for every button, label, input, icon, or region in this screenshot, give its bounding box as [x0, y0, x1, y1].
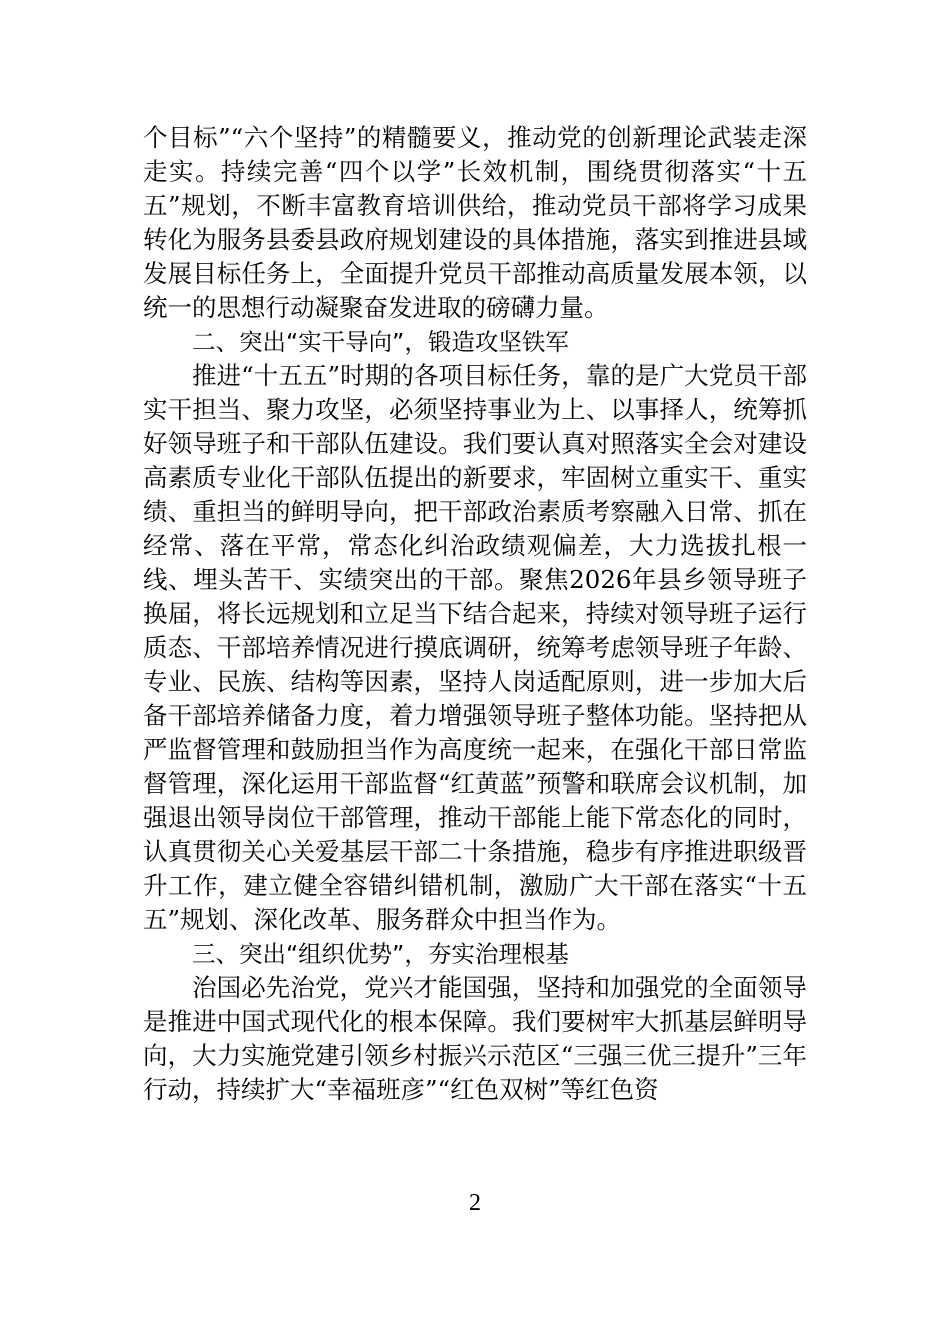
- paragraph-continuation: 个目标”“六个坚持”的精髓要义，推动党的创新理论武装走深走实。持续完善“四个以学”长效机制，围绕贯彻落实“十五五”规划，不断丰富教育培训供给，推动党员干部将学习成果转化为服务县委县政府规划建设的具体措施，落实到推进县域发展目标任务上，全面提升党员干部推动高质量发展本领，以统一的思想行动凝聚奋发进取的磅礴力量。: [143, 123, 807, 322]
- section-heading-3: 三、突出“组织优势”，夯实治理根基: [192, 940, 569, 968]
- page-number: 2: [469, 1190, 481, 1216]
- paragraph-section-3: 治国必先治党，党兴才能国强，坚持和加强党的全面领导是推进中国式现代化的根本保障。我们要树牢大抓基层鲜明导向，大力实施党建引领乡村振兴示范区“三强三优三提升”三年行动，持续扩大“幸福班彦”“红色双树”等红色资: [143, 973, 807, 1104]
- paragraph-section-2: 推进“十五五”时期的各项目标任务，靠的是广大党员干部实干担当、聚力攻坚，必须坚持事业为上、以事择人，统筹抓好领导班子和干部队伍建设。我们要认真对照落实全会对建设高素质专业化干部队伍提出的新要求，牢固树立重实干、重实绩、重担当的鲜明导向，把干部政治素质考察融入日常、抓在经常、落在平常，常态化纠治政绩观偏差，大力选拔扎根一线、埋头苦干、实绩突出的干部。聚焦2026年县乡领导班子换届，将长远规划和立足当下结合起来，持续对领导班子运行质态、干部培养情况进行摸底调研，统筹考虑领导班子年龄、专业、民族、结构等因素，坚持人岗适配原则，进一步加大后备干部培养储备力度，着力增强领导班子整体功能。坚持把从严监督管理和鼓励担当作为高度统一起来，在强化干部日常监督管理，深化运用干部监督“红黄蓝”预警和联席会议机制，加强退出领导岗位干部管理，推动干部能上能下常态化的同时，认真贯彻关心关爱基层干部二十条措施，稳步有序推进职级晋升工作，建立健全容错纠错机制，激励广大干部在落实“十五五”规划、深化改革、服务群众中担当作为。: [143, 361, 807, 934]
- section-heading-2: 二、突出“实干导向”，锻造攻坚铁军: [192, 328, 569, 356]
- document-body: [143, 121, 807, 1107]
